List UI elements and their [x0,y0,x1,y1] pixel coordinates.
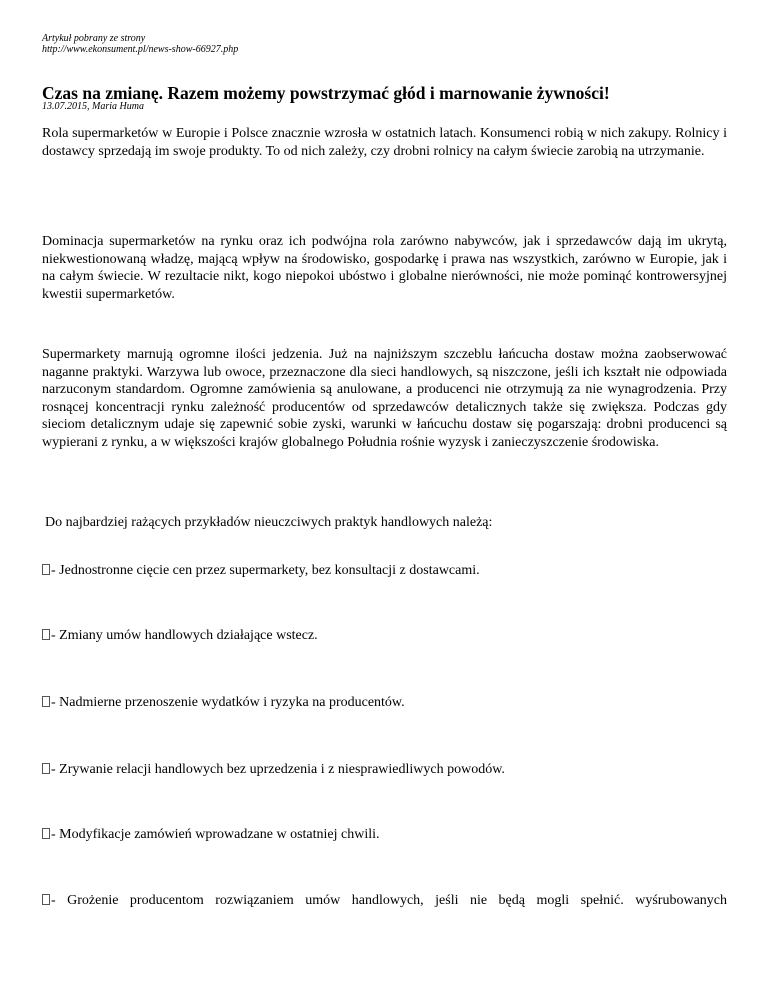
list-item [42,694,727,712]
missing-glyph-icon [42,894,50,905]
list-item [42,627,727,645]
paragraph-1: Rola supermarketów w Europie i Polsce znacznie wzrosła w ostatnich latach. Konsumenci robią w nich zakupy. Rolnicy i dostawcy sprzedają im swoje produkty. To od nich zależy, czy drobni rolnicy na całym świecie zarobią na utrzymanie. [42,126,727,159]
missing-glyph-icon [42,696,50,707]
article-byline: 13.07.2015, Maria Huma [42,101,144,112]
source-url: http://www.ekonsument.pl/news-show-66927.php [42,44,239,55]
list-item [42,562,727,580]
list-item [42,892,727,910]
missing-glyph-icon [42,564,50,575]
list-item-text: - Zmiany umów handlowych działające wstecz. [51,628,318,643]
list-item [42,761,727,779]
list-intro: Do najbardziej rażących przykładów nieuczciwych praktyk handlowych należą: [45,515,493,530]
missing-glyph-icon [42,629,50,640]
list-item-text: - Jednostronne cięcie cen przez supermarkety, bez konsultacji z dostawcami. [51,563,480,578]
article-title: Czas na zmianę. Razem możemy powstrzymać głód i marnowanie żywności! [42,83,610,103]
list-item [42,826,727,844]
source-note [42,33,238,55]
source-note-label: Artykuł pobrany ze strony [42,33,146,44]
list-item-text: - Modyfikacje zamówień wprowadzane w ostatniej chwili. [51,827,380,842]
missing-glyph-icon [42,828,50,839]
list-item-text: - Grożenie producentom rozwiązaniem umów handlowych, jeśli nie będą mogli spełnić. wyśrubowanych [51,893,727,908]
paragraph-3: Supermarkety marnują ogromne ilości jedzenia. Już na najniższym szczeblu łańcucha dostaw można zaobserwować naganne praktyki. Warzywa lub owoce, przeznaczone dla sieci handlowych, są niszczone, jeśli ich kształt nie odpowiada narzuconym standardom. Ogromne zamówienia są anulowane, a producenci nie otrzymują za nie wynagrodzenia. Przy rosnącej koncentracji rynku zależność producentów od sprzedawców detalicznych także się zwiększa. Podczas gdy sieciom detalicznym udaje się zapewnić sobie zyski, warunki w łańcuchu dostaw się pogarszają: drobni producenci są wypierani z rynku, a w większości krajów globalnego Południa rośnie wyzysk i zanieczyszczenie środowiska. [42,347,727,450]
missing-glyph-icon [42,763,50,774]
list-item-text: - Zrywanie relacji handlowych bez uprzedzenia i z niesprawiedliwych powodów. [51,762,505,777]
paragraph-2: Dominacja supermarketów na rynku oraz ich podwójna rola zarówno nabywców, jak i sprzedawców dają im ukrytą, niekwestionowaną władzę, mającą wpływ na środowisko, gospodarkę i prawa nas wszystkich, zarówno w Europie, jak i na całym świecie. W rezultacie nikt, kogo niepokoi ubóstwo i globalne nierówności, nie może pominąć kontrowersyjnej kwestii supermarketów. [42,234,727,302]
list-item-text: - Nadmierne przenoszenie wydatków i ryzyka na producentów. [51,695,405,710]
